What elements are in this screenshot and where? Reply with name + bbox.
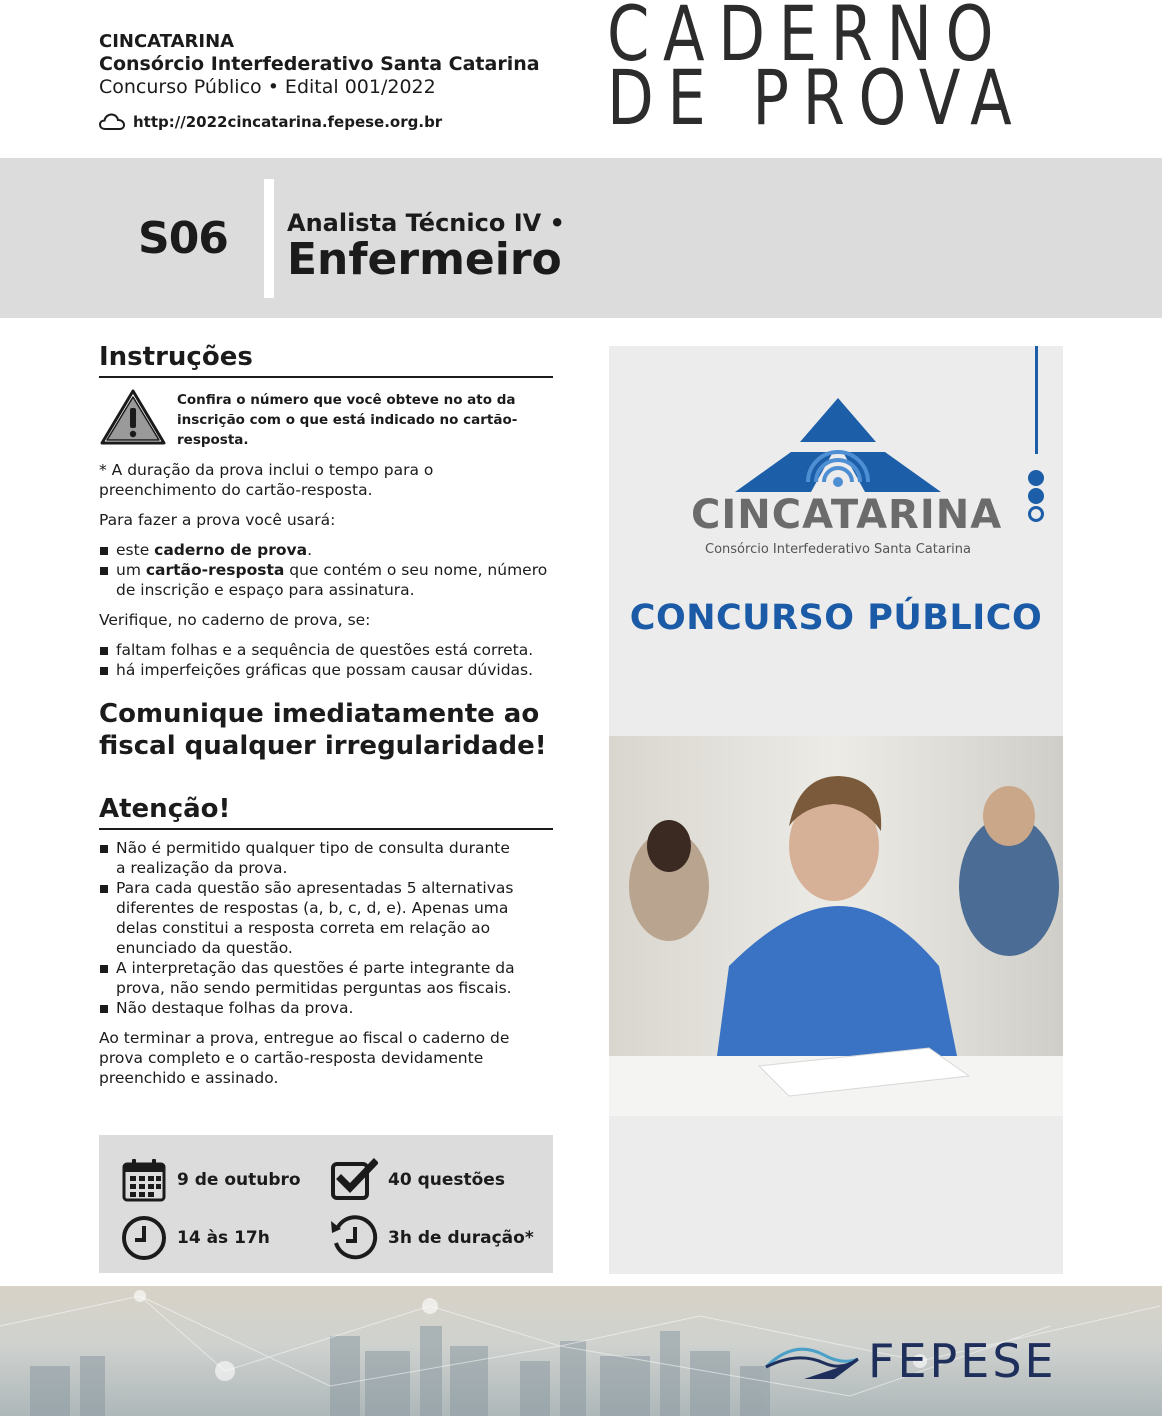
cargo-code: S06 (138, 213, 228, 264)
usara-list (99, 540, 553, 600)
list-item: Não é permitido qualquer tipo de consulta durante a realização da prova. (99, 838, 523, 878)
duracao-note: * A duração da prova inclui o tempo para o preenchimento do cartão-resposta. (99, 461, 434, 499)
decorative-line (1035, 346, 1038, 454)
atencao-list (99, 838, 553, 1018)
list-item: um cartão-resposta que contém o seu nome, número de inscrição e espaço para assinatura. (99, 560, 553, 600)
closing-text: Ao terminar a prova, entregue ao fiscal o caderno de prova completo e o cartão-resposta devidamente preenchido e assinado. (99, 1029, 510, 1087)
question-count: 40 questões (388, 1170, 505, 1190)
usara-intro: Para fazer a prova você usará: (99, 511, 336, 529)
atencao-heading: Atenção! (99, 792, 553, 830)
irregularity-alert: Comunique imediatamente ao fiscal qualquer irregularidade! (99, 699, 547, 761)
questions-info (330, 1157, 505, 1203)
list-item: Para cada questão são apresentadas 5 alternativas diferentes de respostas (a, b, c, d, e). Apenas uma delas constitui a resposta correta em relação ao enunciado da questão. (99, 878, 523, 958)
warning-triangle-icon (99, 388, 167, 446)
edital-line: Concurso Público • Edital 001/2022 (99, 76, 436, 98)
decorative-dot (1028, 506, 1044, 522)
list-item: Não destaque folhas da prova. (99, 998, 523, 1018)
warning-block (99, 388, 553, 450)
decorative-dot (1028, 488, 1044, 504)
title-line-1: CADERNO (607, 0, 1008, 78)
fepese-logo (764, 1334, 1057, 1388)
calendar-icon (121, 1157, 167, 1203)
cloud-icon (99, 113, 125, 131)
list-item: há imperfeições gráficas que possam causar dúvidas. (99, 660, 553, 680)
exam-duration: 3h de duração* (388, 1228, 534, 1248)
instrucoes-heading: Instruções (99, 340, 553, 378)
exam-date: 9 de outubro (177, 1170, 301, 1190)
checkbox-icon (330, 1157, 378, 1203)
cincatarina-subtitle: Consórcio Interfederativo Santa Catarina (705, 542, 971, 557)
cincatarina-wordmark: CINCATARINA (691, 492, 1003, 538)
exam-time: 14 às 17h (177, 1228, 270, 1248)
fepese-logo-icon (764, 1341, 860, 1381)
org-full-name: Consórcio Interfederativo Santa Catarina (99, 53, 540, 75)
time-info (121, 1215, 270, 1261)
site-url-link[interactable]: http://2022cincatarina.fepese.org.br (133, 113, 443, 131)
list-item: faltam folhas e a sequência de questões está correta. (99, 640, 553, 660)
history-clock-icon (330, 1215, 378, 1261)
duration-info (330, 1215, 534, 1261)
warning-text: Confira o número que você obteve no ato da inscrição com o que está indicado no cartão-resposta. (177, 392, 518, 448)
document-title (607, 0, 1026, 142)
cargo-specialty: Enfermeiro (287, 234, 562, 285)
banner-divider (264, 179, 274, 298)
cargo-title: Analista Técnico IV • (287, 209, 565, 237)
decorative-dot (1028, 470, 1044, 486)
title-line-2: DE PROVA (607, 53, 1026, 142)
date-info (121, 1157, 301, 1203)
clock-icon (121, 1215, 167, 1261)
fepese-wordmark: FEPESE (868, 1334, 1057, 1388)
promo-panel (609, 346, 1063, 1274)
students-photo (609, 736, 1063, 1116)
url-row[interactable] (99, 113, 442, 131)
exam-info-box (99, 1135, 553, 1273)
list-item: A interpretação das questões é parte integrante da prova, não sendo permitidas perguntas aos fiscais. (99, 958, 523, 998)
list-item: este caderno de prova. (99, 540, 553, 560)
organization-block (99, 31, 579, 99)
verifique-intro: Verifique, no caderno de prova, se: (99, 611, 371, 629)
cincatarina-logo-icon (691, 396, 985, 496)
org-name: CINCATARINA (99, 31, 235, 52)
instructions-column (99, 340, 553, 1088)
concurso-publico-title: CONCURSO PÚBLICO (629, 598, 1043, 638)
verifique-list (99, 640, 553, 680)
